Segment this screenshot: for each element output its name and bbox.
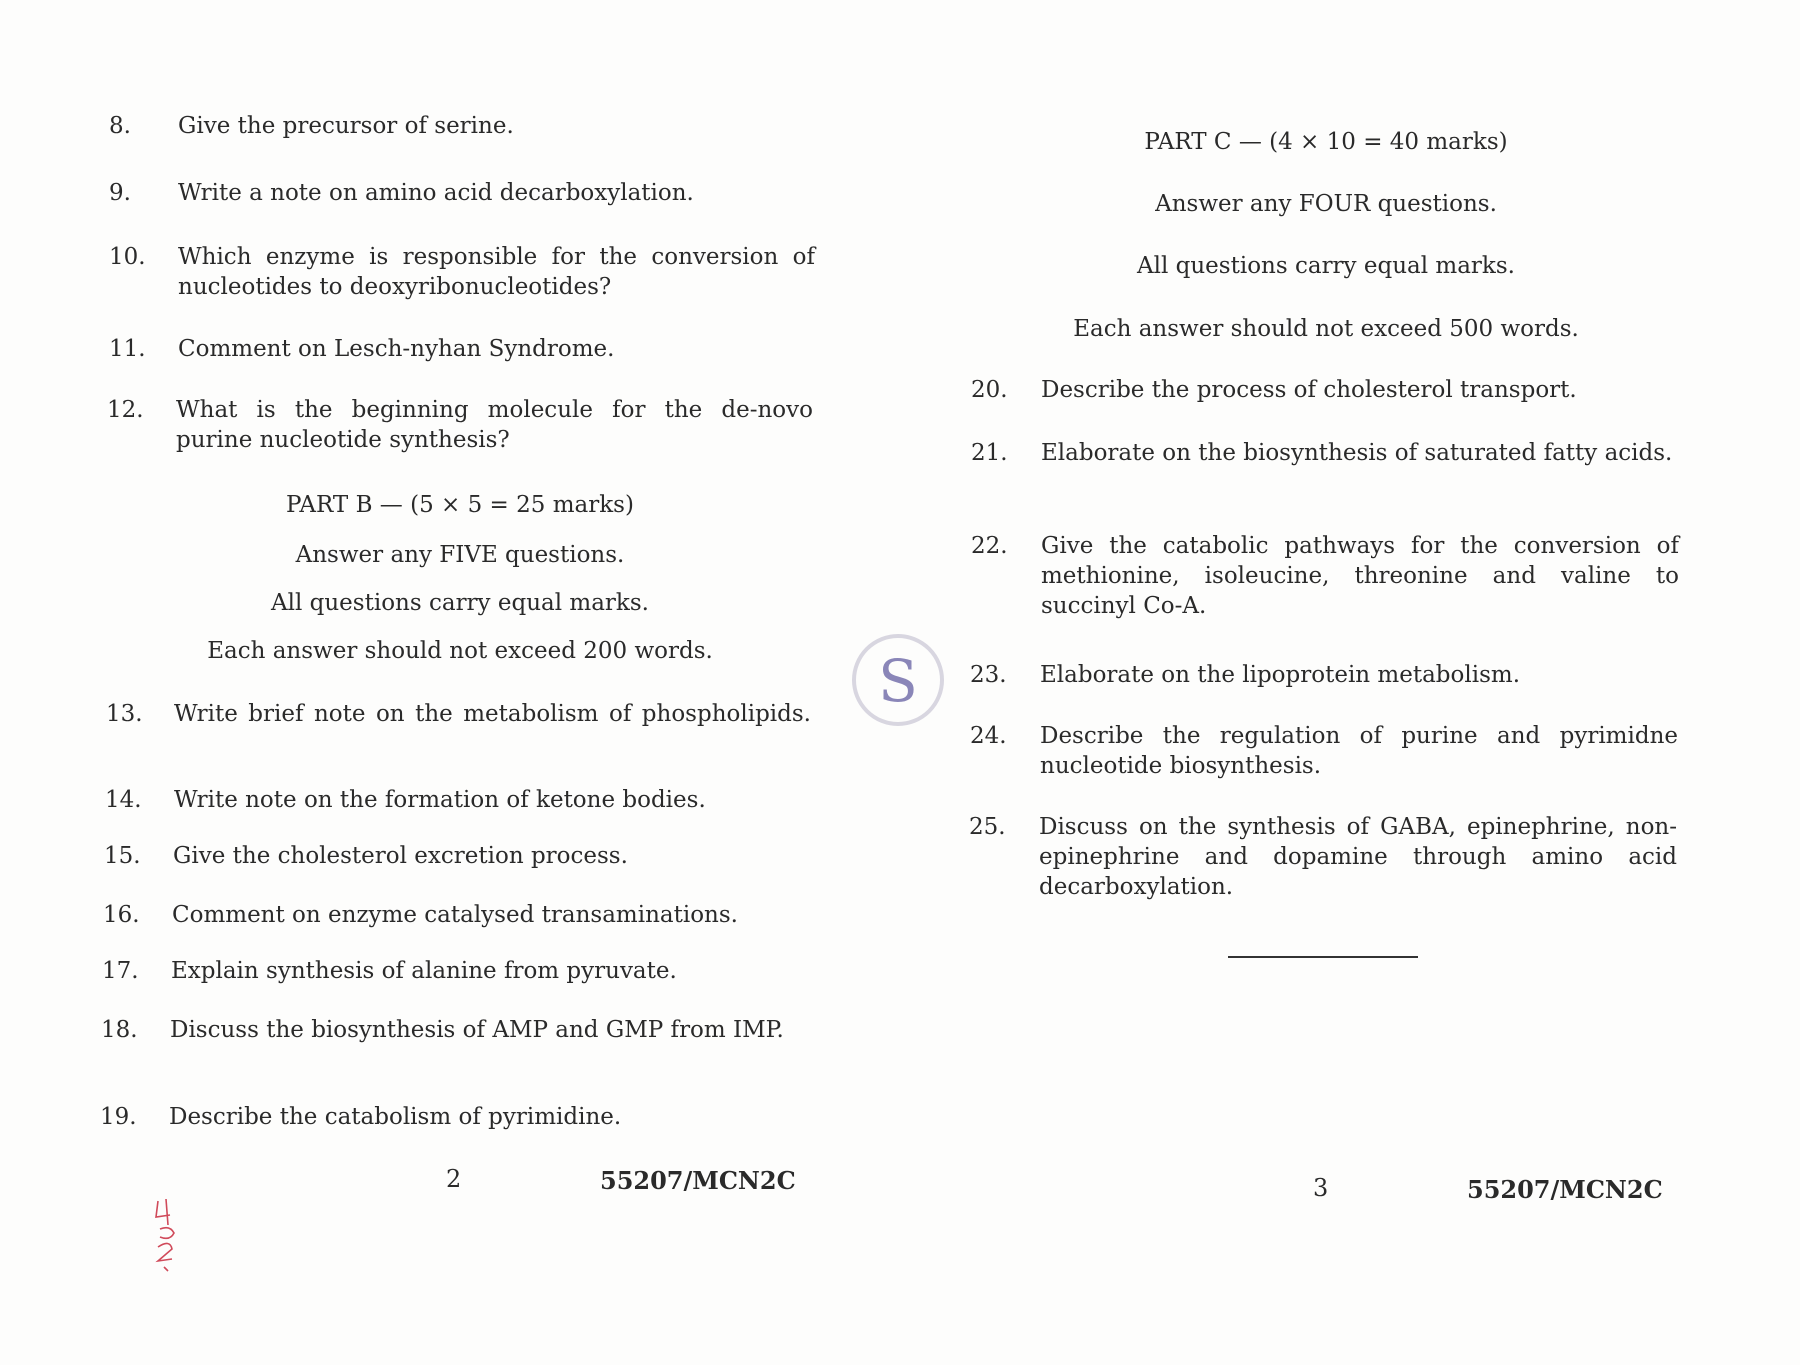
end-rule — [1228, 956, 1418, 958]
part-c-instruction-1: Answer any FOUR questions. — [1155, 191, 1497, 217]
part-c-instruction-2: All questions carry equal marks. — [1137, 253, 1515, 279]
paper-code-left: 55207/MCN2C — [600, 1166, 796, 1195]
university-seal: S — [852, 634, 944, 726]
part-b-title: PART B — (5 × 5 = 25 marks) — [286, 492, 634, 518]
part-c-instruction-3: Each answer should not exceed 500 words. — [1073, 316, 1579, 342]
page-number-right: 3 — [1313, 1174, 1329, 1202]
part-b-instruction-1: Answer any FIVE questions. — [295, 542, 625, 568]
page-number-left: 2 — [446, 1165, 462, 1193]
part-c-title: PART C — (4 × 10 = 40 marks) — [1144, 129, 1508, 155]
paper-code-right: 55207/MCN2C — [1467, 1175, 1663, 1204]
part-b-instruction-3: Each answer should not exceed 200 words. — [207, 638, 713, 664]
handwritten-mark — [150, 1195, 190, 1275]
part-b-instruction-2: All questions carry equal marks. — [271, 590, 649, 616]
